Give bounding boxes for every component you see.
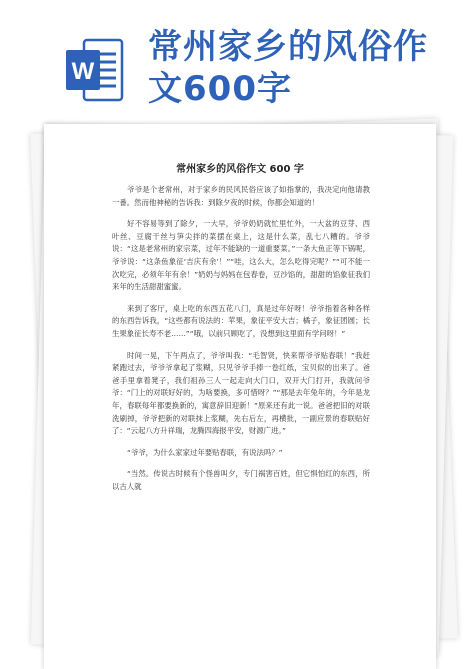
paragraph: 爷爷是个老常州，对于家乡的民风民俗应该了如指掌的，我决定向他请教一番。然而他神秘的告诉我：到除夕夜的时候，你都会知道的！: [112, 185, 370, 207]
header-banner: [0, 0, 474, 128]
word-document-icon: [66, 38, 124, 102]
paragraph: 来到了客厅，桌上吃的东西五花八门，真是过年好呀！爷爷指着各种各样的东西告诉我，“这些都有说法的：苹果，象征平安大吉；橘子，象征团圆；长生果象征长寿不老……”“哦，以前只顾吃了，没想到这里面有学问呀！”: [112, 303, 370, 338]
paragraph: 好不容易等到了除夕，一大早，爷爷奶奶就忙里忙外，一大盆的豆芽、西叶丝、豆腐干丝与笋尖拌的菜摆在桌上，这是什么菜，乱七八糟的。爷爷说：“这是老常州的家宗菜，过年不能缺的一道重要菜。”一条大鱼正等下锅呢，爷爷说：“这条鱼象征‘吉庆有余’！”“哇，这么大，怎么吃得完呢？”“可不能一次吃完，必须年年有余！”奶奶与妈妈在包春卷，豆沙馅的，甜甜的馅象征我们来年的生活甜甜蜜蜜。: [112, 219, 370, 292]
essay-title: 常州家乡的风俗作文 600 字: [176, 164, 304, 175]
essay-body: [112, 184, 370, 502]
paragraph: “爷爷，为什么家家过年要贴春联，有说法吗？”: [127, 447, 283, 457]
paragraph: “当然。传说古时候有个怪兽叫夕，专门祸害百姓，但它惧怕红的东西，所以古人就: [112, 469, 370, 491]
document-page: [44, 124, 436, 669]
svg-text:W: W: [71, 58, 95, 85]
paragraph: 时间一晃，下午两点了，爷爷叫我：“毛智贤，快来帮爷爷贴春联！”我赶紧跑过去，爷爷爷拿起了浆糊，只见爷爷手捧一卷红纸，宝贝似的出来了。爸爸手里拿着凳子，我们祖孙三人一起走向大门口，双开大门打开，我就问爷爷：“门上的对联好好的，为啥要换，多可惜呀？”“那是去年兔年的，今年是龙年，春联每年都要换新的，寓意辞旧迎新！”原来还有此一说。爸爸把旧的对联洗刷掉，爷爷把新的对联抹上浆糊，先右后左，再横批，一副应景的春联贴好了：“云起八方升祥瑞，龙腾四海报平安，财源广进。”: [112, 350, 370, 436]
document-title-heading: 常州家乡的风俗作文600字: [148, 27, 428, 109]
